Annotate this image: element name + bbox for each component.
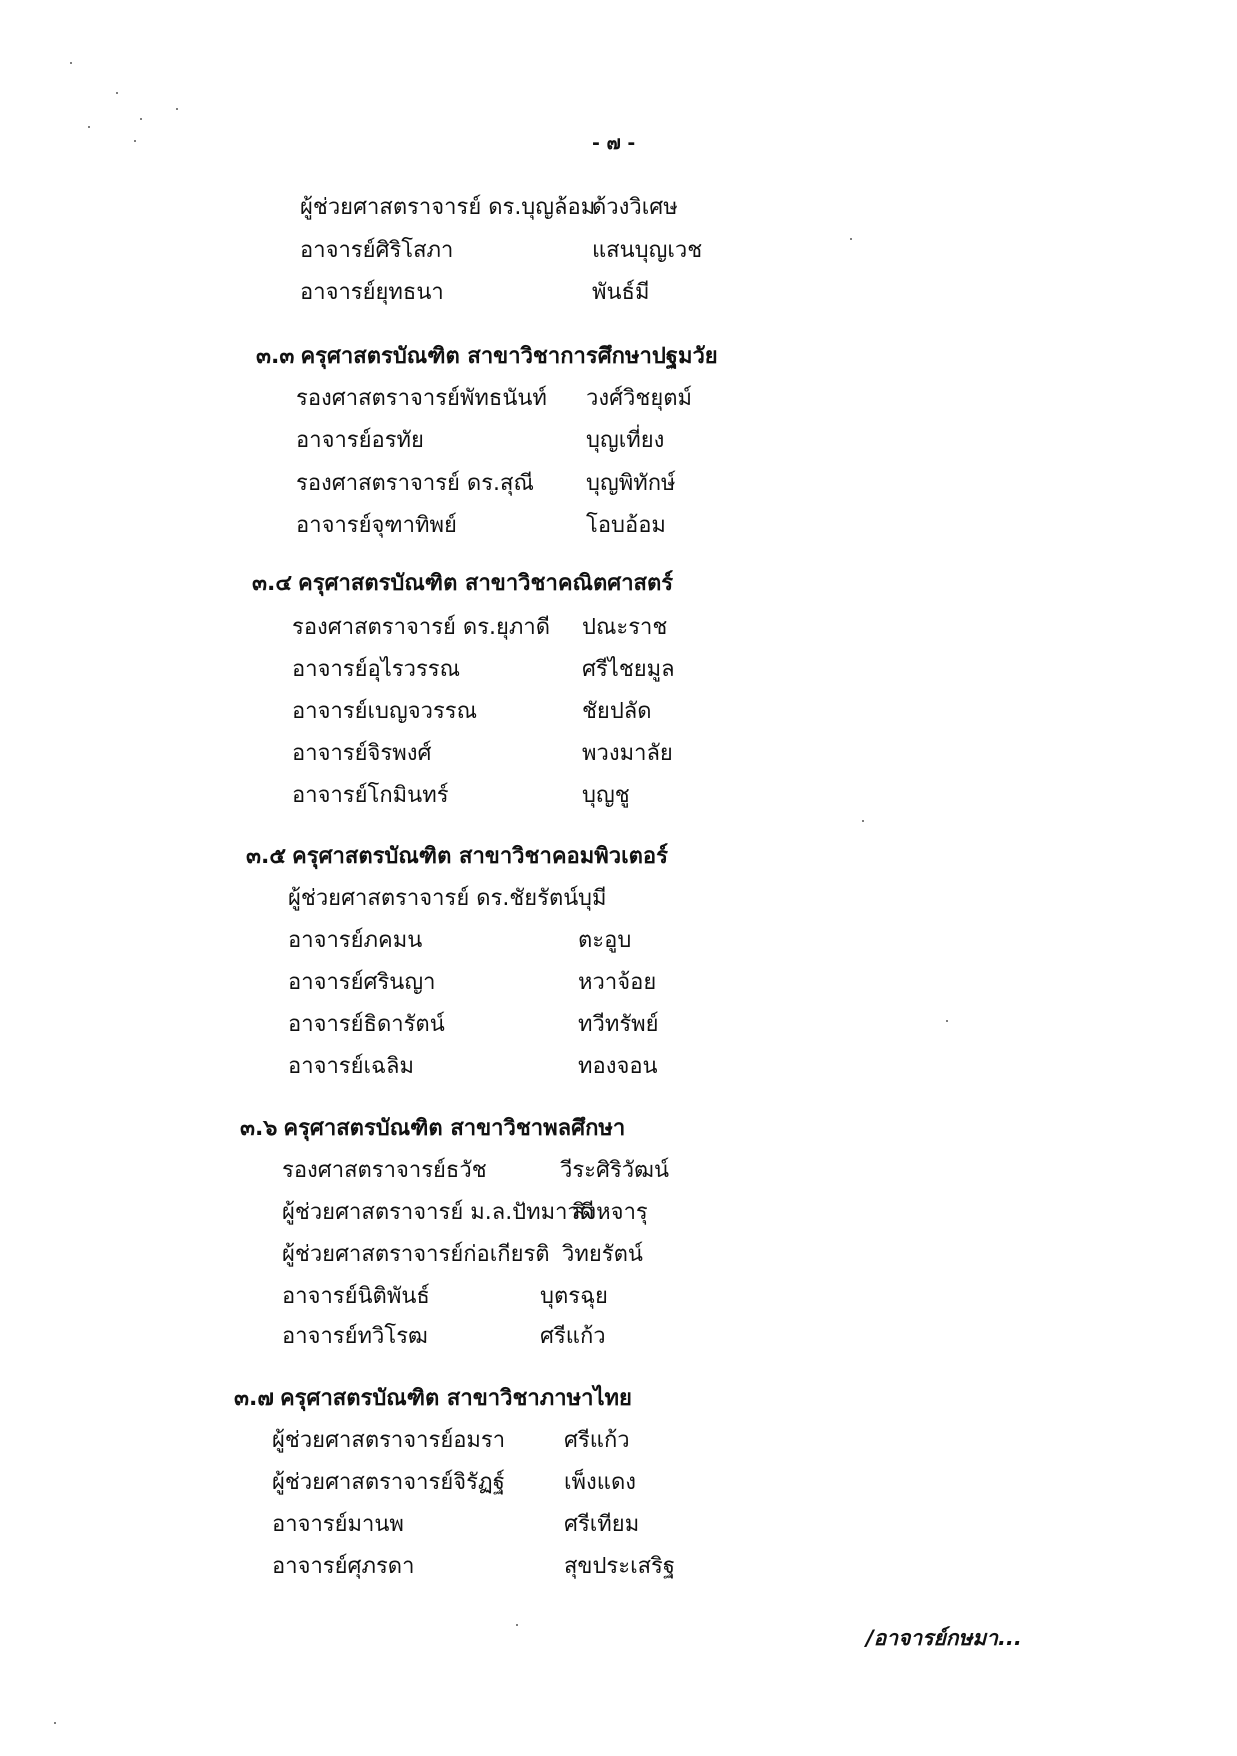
scan-speck: [850, 238, 852, 240]
list-item: [288, 968, 656, 998]
member-surname: สิงหจารุ: [572, 1200, 648, 1225]
page-number: - ๗ -: [592, 132, 636, 154]
member-surname: ศรีแก้ว: [564, 1428, 630, 1453]
member-name: ผู้ช่วยศาสตราจารย์อมรา: [272, 1428, 506, 1453]
member-surname: บุญเที่ยง: [586, 428, 665, 453]
member-surname: ศรีเทียม: [564, 1512, 640, 1537]
member-name: รองศาสตราจารย์ ดร.สุณี: [296, 471, 534, 496]
list-item: [300, 278, 649, 308]
member-surname: วงศ์วิชยุตม์: [586, 386, 693, 411]
list-item: [282, 1240, 643, 1270]
member-name: อาจารย์ธิดารัตน์: [288, 1012, 445, 1037]
member-name: อาจารย์ศุภรดา: [272, 1554, 415, 1579]
member-name: อาจารย์อุไรวรรณ: [292, 657, 461, 682]
list-item: [288, 1052, 658, 1082]
member-name: ผู้ช่วยศาสตราจารย์ ม.ล.ปัทมาวดี: [282, 1200, 595, 1225]
scan-speck: [516, 1624, 518, 1626]
member-surname: บุญพิทักษ์: [586, 471, 676, 496]
member-name: อาจารย์มานพ: [272, 1512, 404, 1537]
member-name: อาจารย์ศรินญา: [288, 970, 436, 995]
list-item: [282, 1322, 606, 1352]
list-item: [282, 1156, 669, 1186]
section-number: ๓.๖: [240, 1116, 278, 1141]
scan-speck: [134, 140, 136, 142]
section-title: ครุศาสตรบัณฑิต สาขาวิชาพลศึกษา: [283, 1116, 626, 1141]
member-name: รองศาสตราจารย์ ดร.ยุภาดี: [292, 615, 551, 640]
member-surname: หวาจ้อย: [578, 970, 657, 995]
list-item: [296, 384, 692, 414]
list-item: [288, 926, 631, 956]
section-title: ครุศาสตรบัณฑิต สาขาวิชาคณิตศาสตร์: [298, 571, 674, 596]
list-item: [288, 1010, 659, 1040]
member-name: อาจารย์ยุทธนา: [300, 280, 444, 305]
scan-speck: [140, 118, 142, 120]
member-surname: ศรีไชยมูล: [582, 657, 675, 682]
scan-speck: [116, 92, 118, 94]
list-item: [272, 1552, 675, 1582]
member-surname: ปณะราช: [582, 615, 668, 640]
member-name: อาจารย์จุฑาทิพย์: [296, 513, 457, 538]
member-name: ผู้ช่วยศาสตราจารย์ ดร.บุญล้อม: [300, 195, 596, 220]
section-title: ครุศาสตรบัณฑิต สาขาวิชาภาษาไทย: [279, 1386, 632, 1411]
member-surname: วิทยรัตน์: [562, 1242, 643, 1267]
list-item: [272, 1426, 630, 1456]
section-heading: [246, 842, 668, 872]
member-surname: โอบอ้อม: [586, 513, 666, 538]
member-surname: สุขประเสริฐ: [564, 1554, 675, 1579]
member-name: อาจารย์นิติพันธ์: [282, 1284, 430, 1309]
section-number: ๓.๕: [246, 844, 287, 869]
member-name: อาจารย์ศิริโสภา: [300, 238, 454, 263]
scan-speck: [88, 126, 90, 128]
list-item: [292, 781, 630, 811]
list-item: [292, 655, 675, 685]
list-item: [296, 511, 666, 541]
member-name: อาจารย์ภคมน: [288, 928, 423, 953]
section-title: ครุศาสตรบัณฑิต สาขาวิชาคอมพิวเตอร์: [292, 844, 668, 869]
member-surname: เพ็งแดง: [564, 1470, 636, 1495]
member-surname: พวงมาลัย: [582, 741, 673, 766]
list-item: [300, 236, 702, 266]
list-item: [282, 1198, 648, 1228]
scan-speck: [54, 1722, 56, 1724]
list-item: [272, 1510, 639, 1540]
section-number: ๓.๗: [234, 1386, 274, 1411]
list-item: [292, 697, 652, 727]
list-item: [296, 426, 664, 456]
member-name: ผู้ช่วยศาสตราจารย์ ดร.ชัยรัตน์: [288, 886, 579, 911]
section-heading: [234, 1384, 632, 1414]
member-surname: พันธ์มี: [592, 280, 650, 305]
member-surname: บุมี: [578, 886, 607, 911]
member-name: รองศาสตราจารย์ธวัช: [282, 1158, 487, 1183]
member-surname: ทวีทรัพย์: [578, 1012, 659, 1037]
member-surname: บุตรฉุย: [540, 1284, 608, 1309]
member-surname: ศรีแก้ว: [540, 1324, 606, 1349]
member-name: อาจารย์อรทัย: [296, 428, 424, 453]
member-surname: ด้วงวิเศษ: [592, 195, 678, 220]
section-heading: [240, 1114, 625, 1144]
member-name: ผู้ช่วยศาสตราจารย์จิรัฏฐ์: [272, 1470, 505, 1495]
list-item: [292, 613, 667, 643]
member-surname: บุญชู: [582, 783, 630, 808]
scan-speck: [862, 820, 864, 822]
scan-speck: [176, 108, 178, 110]
member-name: ผู้ช่วยศาสตราจารย์ก่อเกียรติ: [282, 1242, 550, 1267]
member-surname: ตะอูบ: [578, 928, 632, 953]
section-heading: [252, 569, 673, 599]
member-surname: วีระศิริวัฒน์: [560, 1158, 670, 1183]
member-name: รองศาสตราจารย์พัทธนันท์: [296, 386, 547, 411]
member-name: อาจารย์เบญจวรรณ: [292, 699, 478, 724]
list-item: [292, 739, 673, 769]
member-name: อาจารย์ทวิโรฒ: [282, 1324, 428, 1349]
member-name: อาจารย์จิรพงศ์: [292, 741, 432, 766]
list-item: [282, 1282, 608, 1312]
section-heading: [256, 342, 718, 372]
scan-speck: [70, 62, 72, 64]
section-title: ครุศาสตรบัณฑิต สาขาวิชาการศึกษาปฐมวัย: [300, 344, 718, 369]
member-surname: ชัยปลัด: [582, 699, 652, 724]
list-item: [296, 469, 676, 499]
member-name: อาจารย์โกมินทร์: [292, 783, 449, 808]
list-item: [300, 193, 678, 223]
list-item: [288, 884, 606, 914]
section-number: ๓.๓: [256, 344, 295, 369]
member-name: อาจารย์เฉลิม: [288, 1054, 415, 1079]
continuation-note: /อาจารย์กษมา...: [866, 1626, 1022, 1650]
list-item: [272, 1468, 636, 1498]
section-number: ๓.๔: [252, 571, 293, 596]
member-surname: ทองจอน: [578, 1054, 658, 1079]
member-surname: แสนบุญเวช: [592, 238, 703, 263]
scan-speck: [946, 1020, 948, 1022]
